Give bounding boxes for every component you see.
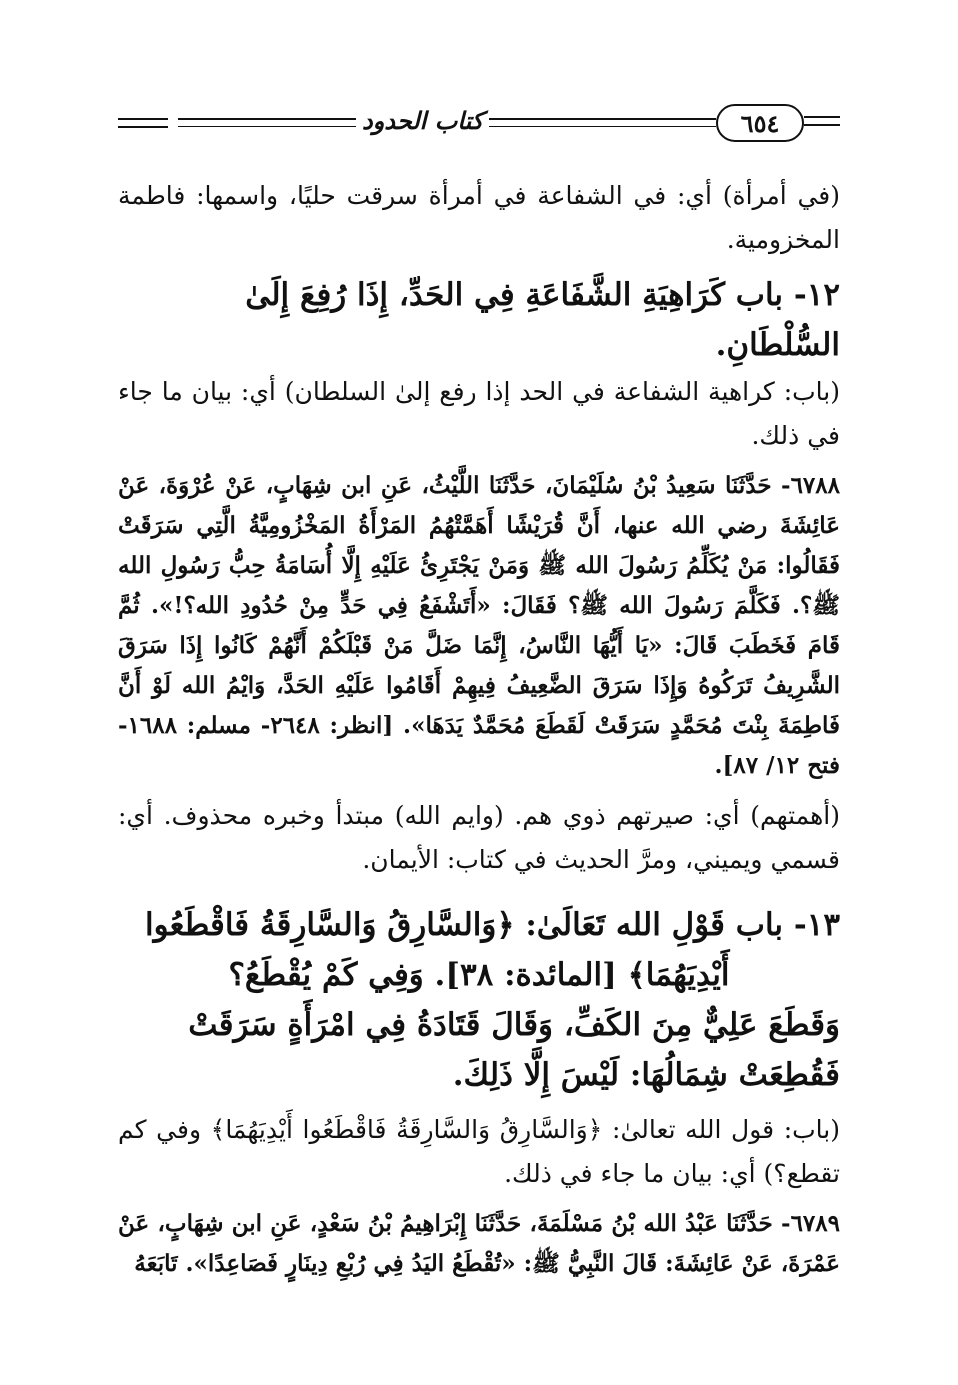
- book-page: [118, 96, 840, 1284]
- commentary-paragraph: (باب: كراهية الشفاعة في الحد إذا رفع إلىٰ السلطان) أي: بيان ما جاء في ذلك.: [118, 377, 840, 450]
- page-header: [118, 96, 840, 152]
- commentary-paragraph: (أهمتهم) أي: صيرتهم ذوي هم. (وايم الله) مبتدأ وخبره محذوف. أي: قسمي ويميني، ومرَّ الحديث في كتاب: الأيمان.: [118, 801, 840, 874]
- header-rule: [118, 126, 168, 128]
- chapter-heading-note: وَقَطَعَ عَلِيٌّ مِنَ الكَفِّ، وَقَالَ قَتَادَةُ فِي امْرَأَةٍ سَرَقَتْ فَقُطِعَتْ شِمَالُهَا: لَيْسَ إِلَّا ذَلِكَ.: [188, 1007, 840, 1093]
- commentary-paragraph: (في أمرأة) أي: في الشفاعة في أمرأة سرقت حليًا، واسمها: فاطمة المخزومية.: [118, 181, 840, 254]
- chapter-heading: ١٣- باب قَوْلِ الله تَعَالَىٰ: ﴿وَالسَّارِقُ وَالسَّارِقَةُ فَاقْطَعُوا: [145, 907, 840, 943]
- chapter-heading: ١٢- باب كَرَاهِيَةِ الشَّفَاعَةِ فِي الحَدِّ، إِذَا رُفِعَ إِلَىٰ السُّلْطَانِ.: [245, 277, 840, 363]
- chapter-heading-continued: أَيْدِيَهُمَا﴾ [المائدة: ٣٨]. وَفِي كَمْ يُقْطَعُ؟: [228, 957, 730, 993]
- header-rule: [804, 124, 840, 126]
- header-rule: [118, 118, 168, 120]
- page-number: ٦٥٤: [716, 104, 804, 142]
- hadith-text: ٦٧٨٨- حَدَّثَنَا سَعِيدُ بْنُ سُلَيْمَانَ، حَدَّثَنَا اللَّيْثُ، عَنِ ابن شِهَابٍ، عَنْ عُرْوَةَ، عَنْ عَائِشَةَ رضي الله عنها، أَنَّ قُرَيْشًا أَهَمَّتْهُمُ المَرْأَةُ المَخْزُومِيَّةُ الَّتِي سَرَقَتْ فَقَالُوا: مَنْ يُكَلِّمُ رَسُولَ الله ﷺ وَمَنْ يَجْتَرِئُ عَلَيْهِ إِلَّا أُسَامَةُ حِبُّ رَسُولِ الله ﷺ؟. فَكَلَّمَ رَسُولَ الله ﷺ؟ فَقَالَ: «أَتَشْفَعُ فِي حَدٍّ مِنْ حُدُودِ الله؟!». ثُمَّ قَامَ فَخَطَبَ قَالَ: «يَا أَيُّهَا النَّاسُ، إِنَّمَا ضَلَّ مَنْ قَبْلَكُمْ أَنَّهُمْ كَانُوا إِذَا سَرَقَ الشَّرِيفُ تَرَكُوهُ وَإِذَا سَرَقَ الضَّعِيفُ فِيهِمْ أَقَامُوا عَلَيْهِ الحَدَّ، وَايْمُ الله لَوْ أَنَّ فَاطِمَةَ بِنْتَ مُحَمَّدٍ سَرَقَتْ لَقَطَعَ مُحَمَّدٌ يَدَهَا». [انظر: ٢٦٤٨- مسلم: ١٦٨٨- فتح ١٢/ ٨٧].: [118, 472, 841, 779]
- commentary-paragraph: (باب: قول الله تعالىٰ: ﴿وَالسَّارِقُ وَالسَّارِقَةُ فَاقْطَعُوا أَيْدِيَهُمَا﴾ وفي كم تقطع؟) أي: بيان ما جاء في ذلك.: [118, 1115, 840, 1188]
- hadith-text: ٦٧٨٩- حَدَّثَنَا عَبْدُ الله بْنُ مَسْلَمَةَ، حَدَّثَنَا إِبْرَاهِيمُ بْنُ سَعْدٍ، عَنِ ابن شِهَابٍ، عَنْ عَمْرَةَ، عَنْ عَائِشَةَ: قَالَ النَّبِيُّ ﷺ: «تُقْطَعُ اليَدُ فِي رُبْعِ دِينَارٍ فَصَاعِدًا». تَابَعَهُ: [118, 1210, 840, 1277]
- running-title: كتاب الحدود: [356, 104, 489, 138]
- header-rule: [804, 116, 840, 118]
